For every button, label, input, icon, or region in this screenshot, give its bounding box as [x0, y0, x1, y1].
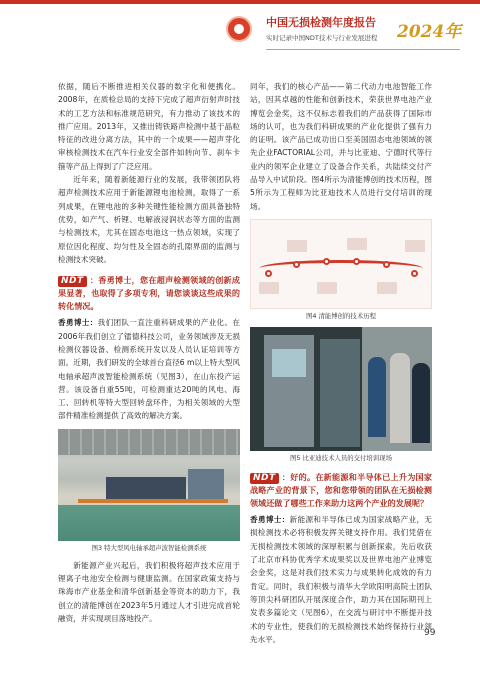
interview-question — [58, 274, 240, 312]
machine-unit — [106, 477, 186, 501]
paragraph: 依据，随后不断推进相关仪器的数字化和便携化。2008年，在质检总局的支持下完成了超声衍射声时技术的工艺方法和标准规范研究，有力推动了该技术的推广应用。2013年，又推出铸铁路声检测中基于晶粒特征的改进分离方法，其中的一个成果——超声芽化审核检测技术在汽车行业安全部件如转向节、刹车卡箍等产品上得到了广泛应用。 — [58, 82, 240, 171]
paragraph: 同年，我们的核心产品——第二代动力电池智能工作站，因其卓越的性能和创新技术，荣获世界电池产业博览会金奖，这不仅标志着我们的产品获得了国际市场的认可，也为我们科研成果的产业化提供了强有力的证明。该产品已成功出口至美国固态电池领域的领先企业FACTORIAL公司，并与比亚迪、宁德时代等行业内的领军企业建立了设备合作关系，共陆续交付产品导入中试阶段。图4所示为清能博创的技术历程，图5所示为工程师为比亚迪技术人员进行交付培训的现场。 — [250, 82, 432, 211]
ndt-logo-icon: NDT — [58, 276, 87, 287]
timeline-curve — [259, 260, 423, 277]
equipment-screen — [272, 349, 306, 377]
report-year: 2024年 — [397, 22, 462, 42]
paragraph: 近年来，随着新能源行业的发展，我带领团队将超声检测技术应用于新能源锂电池检测，取得了一系列成果，在锂电池的多种关键性能检测方面具备独特优势，如产气、析锂、电解液浸润状态等方面的监测与检测技术，尤其在固态电池这一热点领域，实现了原位因化程度、均匀性及全固态的孔隙界面的监测与检测技术突破。 — [58, 175, 240, 264]
machine-unit — [188, 469, 224, 501]
timeline-node — [411, 270, 418, 277]
report-logo-icon — [226, 16, 252, 42]
answer-text: 我们团队一直注重科研成果的产业化。在2006年我们创立了镭德科技公司，业务领域涉及无损检测仪器设备、检测系统开发以及人员认证培训等方面。近期，我们研发的全球首台直径6 m以上特大型风电轴承超声波智能检测系统（见图3），在山东投产运营。该设备自重55吨，可检测重达20吨的风电、海工、回转机等特大型回转盘环件，为相关领域的大型部件精准检测提供了高效的解决方案。 — [58, 318, 241, 421]
figure-3 — [58, 429, 240, 541]
figure-caption: 图4 清能博创的技术历程 — [305, 311, 376, 320]
timeline-card — [347, 238, 367, 250]
ndt-logo-icon: NDT — [250, 473, 279, 484]
speaker-label: 香勇博士： — [58, 318, 98, 328]
person-figure — [412, 363, 430, 443]
header-divider — [266, 49, 460, 50]
person-figure — [368, 357, 386, 437]
guard-rail — [78, 499, 228, 503]
answer-text: 新能源和半导体已成为国家战略产业，无损检测技术必将积极发挥关键支持作用。我们凭借在无损检测技术领域的深厚积累与创新探索，先后收获了北京市科协优秀学术成果奖以及世界电池产业博览会金奖，这是对我们技术实力与成果转化成效的有力肯定。同时，我们积极与清华大学欧阳明高院士团队等顶尖科研团队开展深度合作，助力其在国际期刊上发表多篇论文（见图6），在交流与研讨中不断提升技术的专业性，使我们的无损检测技术始终保持行业领先水平。 — [250, 515, 433, 644]
factory-floor — [58, 505, 240, 541]
timeline-card — [287, 240, 307, 252]
header-band — [0, 0, 480, 4]
interview-answer — [250, 513, 432, 646]
question-text: ：好的。在新能源和半导体已上升为国家战略产业的背景下，您和您带领的团队在无损检测领域还做了哪些工作来助力这两个产业的发展呢？ — [250, 471, 432, 508]
figure-5 — [250, 327, 432, 451]
timeline-node — [383, 261, 390, 268]
report-subtitle: 实时记录中国NDT技术与行业发展进程 — [266, 34, 378, 42]
interview-question — [250, 471, 432, 509]
person-figure — [390, 353, 410, 443]
timeline-node — [293, 261, 300, 268]
timeline-node — [353, 258, 360, 265]
timeline-node — [265, 270, 272, 277]
report-title: 中国无损检测年度报告 — [266, 16, 376, 29]
equipment-cabinet — [320, 339, 360, 447]
timeline-card — [405, 240, 425, 252]
figure-caption: 图3 特大型风电轴承超声波智能检测系统 — [91, 543, 207, 552]
technology-timeline-image — [250, 219, 432, 309]
paragraph: 新能源产业兴起后，我们积极将超声技术应用于锂离子电池安全检测与健康监测。在国家政策支持与珠海市产业基金和清华创新基金等资本的助力下，我创立的清能博创在2023年5月通过人才引进完成首轮融资，并实现项目落地投产。 — [58, 560, 240, 623]
speaker-label: 香勇博士： — [250, 515, 290, 525]
timeline-card — [259, 282, 279, 294]
timeline-node — [323, 258, 330, 265]
factory-roof — [58, 429, 240, 455]
figure-4 — [250, 219, 432, 309]
question-text: ：香勇博士，您在超声检测领域的创新成果显著，也取得了多项专利，请您谈谈这些成果的转化情况。 — [58, 275, 240, 311]
timeline-card — [317, 282, 337, 294]
page-number: 99 — [424, 628, 436, 638]
left-column — [58, 80, 240, 625]
inspection-system-photo — [58, 429, 240, 541]
training-site-photo — [250, 327, 432, 451]
page-header — [0, 0, 480, 60]
timeline-card — [377, 282, 397, 294]
figure-caption: 图5 比亚迪技术人员的交付培训现场 — [290, 453, 392, 462]
interview-answer — [58, 316, 240, 422]
right-column — [250, 80, 432, 646]
